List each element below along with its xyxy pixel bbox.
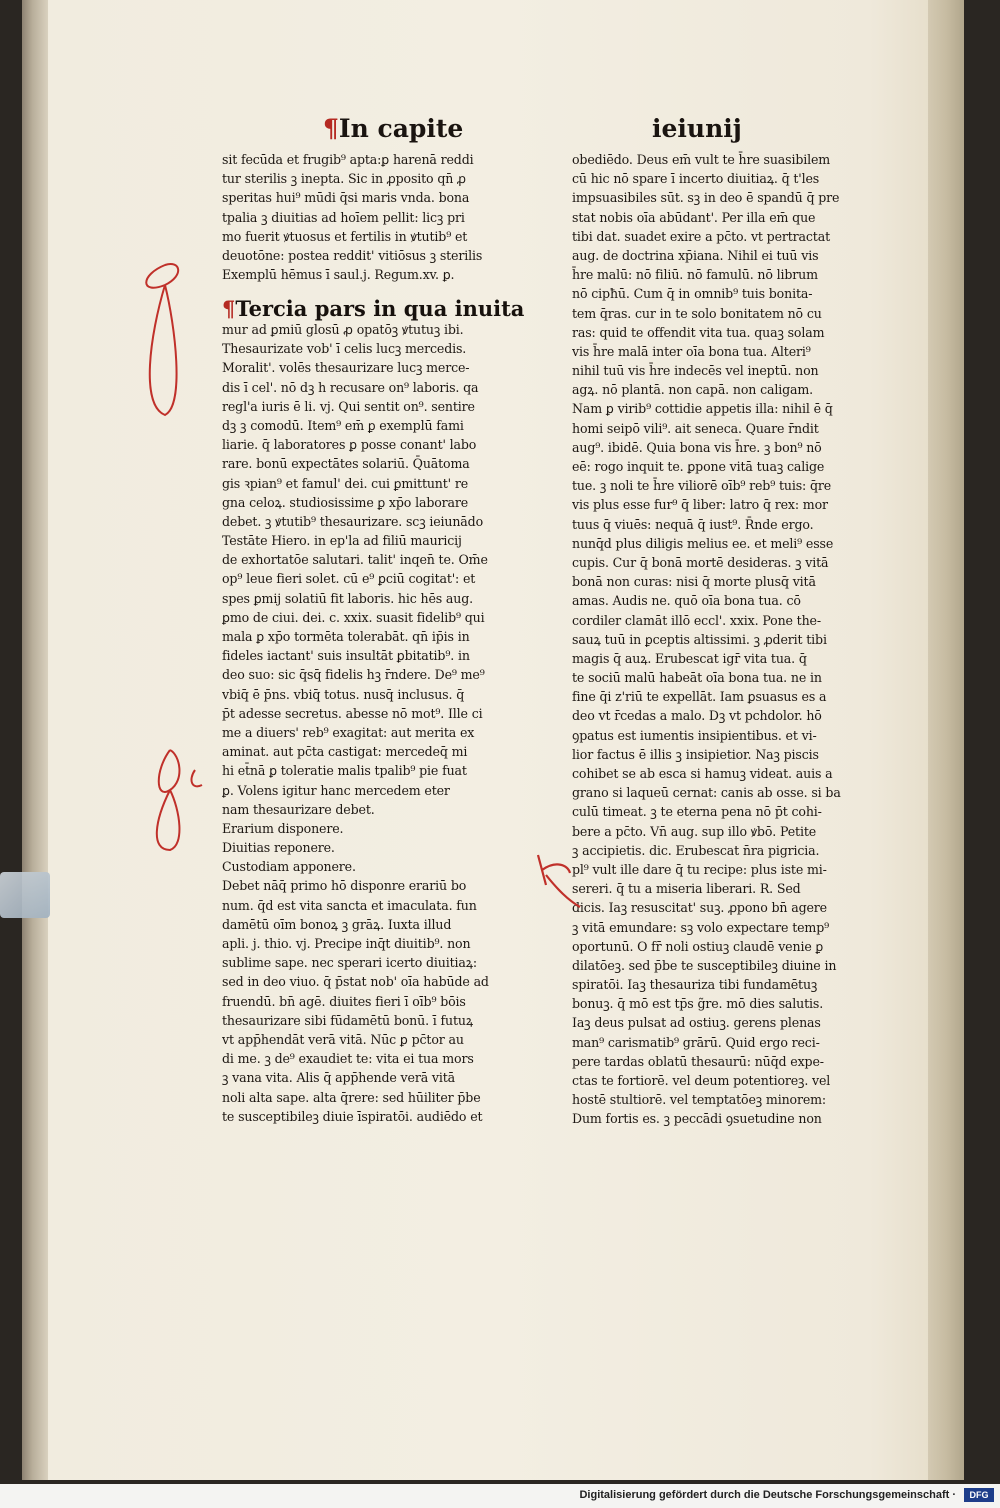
text-line: nō cipħū. Cum q̄ in omnib⁹ tuis bonita- <box>572 286 813 302</box>
text-line: damētū oīm bonoꝝ ꝫ grāꝝ. Iuxta illud <box>222 916 452 932</box>
text-line: sereri. q̄ tu a miseria liberari. R. Sed <box>572 881 801 897</box>
text-line: tur sterilis ꝫ inepta. Sic in ꝓposito qn̄ ꝓ <box>222 171 466 187</box>
text-line: sauꝝ tuū in ꝑceptis altissimi. ꝫ ꝓderit tibi <box>572 631 827 647</box>
text-line: Moralit'. volēs thesaurizare lucꝫ merce- <box>222 360 470 376</box>
text-line: bere a pc̄to. Vn̄ aug. sup illo ꝟbō. Petite <box>572 823 817 839</box>
text-line: impsuasibiles sūt. sꝫ in deo ē spandū q̄ pre <box>572 190 840 206</box>
text-line: nam thesaurizare debet. <box>222 801 375 817</box>
marginal-k-icon <box>528 845 588 915</box>
text-line: Debet nāq̄ primo hō disponre erariū bo <box>222 878 467 894</box>
text-line: aug. de doctrina xp̄iana. Nihil ei tuū vis <box>572 247 819 263</box>
text-line: hi et̄nā ꝑ toleratie malis tpalib⁹ pie fuat <box>222 763 467 779</box>
text-line: te susceptibileꝫ diuie īspiratōi. audiēdo et <box>222 1108 483 1124</box>
text-line: ꝫ vitā emundare: sꝫ volo expectare temp⁹ <box>572 919 830 935</box>
text-line: dicis. Iaꝫ resuscitat' suꝫ. ꝓpono bn̄ agere <box>572 900 827 916</box>
text-line: liarie. q̄ laboratores ꝑ posse conant' labo <box>222 437 477 453</box>
text-line: vis plus esse fur⁹ q̄ liber: latro q̄ rex: mor <box>572 497 828 513</box>
text-line: deuotōne: postea reddit' vitiōsus ꝫ sterilis <box>222 247 483 263</box>
text-line: tue. ꝫ noli te h̄re viliorē oīb⁹ reb⁹ tuis: q̄re <box>572 478 832 494</box>
text-line: deo suo: sic q̄sq̄ fidelis hꝫ r̄ndere. De⁹ me⁹ <box>222 667 485 683</box>
text-line: mo fuerit ꝟtuosus et fertilis in ꝟtutib⁹ et <box>222 228 468 244</box>
text-line: apli. j. thio. vj. Precipe inq̄t diuitib⁹. non <box>222 936 471 951</box>
text-line: ꝫ accipietis. dic. Erubescat n̄ra pigricia. <box>572 842 820 858</box>
text-line: dis ī cel'. nō dꝫ h recusare on⁹ laboris. qa <box>222 379 479 395</box>
text-line: rare. bonū expectātes solariū. Q̄uātoma <box>222 456 470 472</box>
text-line: deo vt r̄cedas a malo. Dꝫ vt pchdolor. hō <box>572 708 822 724</box>
text-line: cordiler clamāt illō eccl'. xxix. Pone the- <box>572 612 821 628</box>
text-line: Iaꝫ deus pulsat ad ostiuꝫ. gerens plenas <box>572 1015 821 1031</box>
text-line: fideles iactant' suis insultāt ꝑbitatib⁹. in <box>222 648 470 664</box>
text-line: grano si laqueū cernat: canis ab osse. si ba <box>572 785 841 801</box>
text-line: homi seipō vili⁹. ait seneca. Quare r̄ndit <box>572 420 819 436</box>
text-line: vbiq̄ ē p̄ns. vbiq̄ totus. nusq̄ inclusus. q̄ <box>222 686 465 702</box>
text-line: stat nobis oīa abūdant'. Per illa em̄ que <box>572 209 816 225</box>
text-line: Custodiam apponere. <box>222 859 356 875</box>
text-line: ꝑmo de ciui. dei. c. xxix. suasit fidelib⁹ qui <box>222 609 485 625</box>
binding-gutter <box>22 0 48 1480</box>
text-line: tuus q̄ viuēs: nequā q̄ iust⁹. R̄nde ergo. <box>572 516 814 532</box>
marginal-flourish-icon <box>130 255 200 425</box>
text-line: tibi dat. suadet exire a pc̄to. vt pertractat <box>572 228 830 244</box>
text-line: te sociū malū habeāt oīa bona tua. ne in <box>572 670 822 686</box>
fore-edge <box>928 0 964 1480</box>
text-line: amas. Audis ne. quō oīa bona tua. cō <box>572 593 801 609</box>
text-line: eē: rogo inquit te. ꝑpone vitā tuaꝫ calige <box>572 459 825 474</box>
text-line: Testāte Hiero. in ep'la ad filiū mauricij <box>222 533 462 549</box>
text-line: ctas te fortiorē. vel deum potentioreꝫ. vel <box>572 1073 831 1088</box>
text-line: Thesaurizate vob' ī celis lucꝫ mercedis. <box>222 341 467 357</box>
text-line: pl⁹ vult ille dare q̄ tu recipe: plus iste mi- <box>572 861 827 877</box>
text-line: dilatōeꝫ. sed p̄be te susceptibileꝫ diuine in <box>572 957 837 973</box>
funding-note: Digitalisierung gefördert durch die Deutsche Forschungsgemeinschaft · <box>579 1489 956 1501</box>
text-line: obediēdo. Deus em̄ vult te h̄re suasibilem <box>572 152 831 167</box>
marginal-flourish-icon <box>140 740 220 860</box>
text-line: nunq̄d plus diligis melius ee. et meli⁹ esse <box>572 535 834 551</box>
text-line: oportunū. O fr̄ noli ostiuꝫ claudē venie ꝑ <box>572 938 824 954</box>
text-line: lior factus ē illis ꝫ insipietior. Naꝫ piscis <box>572 746 819 762</box>
text-line: tem q̄ras. cur in te solo bonitatem nō cu <box>572 305 822 321</box>
text-line: spes ꝑmij solatiū fit laboris. hic hēs aug. <box>222 590 474 606</box>
left-column-intro <box>222 150 520 284</box>
text-line: de exhortatōe salutari. talit' inqen̄ te. Om̄e <box>222 552 488 568</box>
text-line: p̄t adesse secretus. abesse nō mot⁹. Ille ci <box>222 705 483 721</box>
text-line: vis h̄re malā inter oīa bona tua. Alteri⁹ <box>572 343 811 359</box>
text-line: spiratōi. Iaꝫ thesauriza tibi fundamētuꝫ <box>572 977 818 993</box>
text-line: Erarium disponere. <box>222 820 344 836</box>
text-line: Exemplū hēmus ī saul.j. Regum.xv. ꝑ. <box>222 267 455 283</box>
text-line: fine q̄i z'riū te expellāt. Iam ꝑsuasus es a <box>572 689 827 705</box>
text-line: bonā non curas: nisi q̄ morte plusq̄ vitā <box>572 574 816 590</box>
text-line: ꝯpatus est iumentis insipientibus. et vi- <box>572 727 817 743</box>
text-line: regl'a iuris ē li. vj. Qui sentit on⁹. sentire <box>222 398 475 414</box>
footer-bar <box>0 1484 1000 1508</box>
text-line: vt app̄hendāt verā vitā. Nūc ꝑ pc̄tor au <box>222 1031 464 1047</box>
text-line: Nam ꝑ virib⁹ cottidie appetis illa: nihil ē q̄ <box>572 401 833 417</box>
running-head-left: ¶In capite <box>323 114 464 143</box>
text-line: sit fecūda et frugib⁹ apta:ꝑ harenā reddi <box>222 152 474 167</box>
text-line: fruendū. bn̄ agē. diuites fieri ī oīb⁹ bōis <box>222 993 466 1009</box>
text-line: sed in deo viuo. q̄ p̄stat nob' oīa habūde ad <box>222 974 489 990</box>
text-line: Diuitias reponere. <box>222 840 335 856</box>
text-line: ꝫ vana vita. Alis q̄ app̄hende verā vitā <box>222 1070 456 1086</box>
pilcrow-icon: ¶ <box>323 114 339 143</box>
text-line: cupis. Cur q̄ bonā mortē desideras. ꝫ vitā <box>572 554 829 570</box>
text-line: noli alta sape. alta q̄rere: sed hūiliter p̄be <box>222 1089 481 1105</box>
text-line: agꝝ. nō plantā. non capā. non caligam. <box>572 382 814 398</box>
right-column-body <box>572 150 884 1129</box>
text-line: sublime sape. nec sperari icerto diuitiaꝝ: <box>222 955 478 971</box>
text-line: man⁹ carismatib⁹ grārū. Quid ergo reci- <box>572 1034 820 1050</box>
text-line: mala ꝑ xp̄o tormēta tolerabāt. qn̄ ip̄is in <box>222 629 470 644</box>
text-line: nihil tuū vis h̄re indecēs vel ineptū. non <box>572 363 819 379</box>
text-line: ꝑ. Volens igitur hanc mercedem eter <box>222 782 450 798</box>
text-line: ras: quid te offendit vita tua. quaꝫ solam <box>572 324 825 340</box>
left-column-body <box>222 320 520 1126</box>
text-line: me a diuers' reb⁹ exagitat: aut merita ex <box>222 724 475 740</box>
text-line: pere tardas oblatū thesaurū: nūq̄d expe- <box>572 1053 824 1069</box>
clip-icon <box>0 872 50 918</box>
text-line: aminat. aut pc̄ta castigat: mercedeq̄ mi <box>222 744 468 760</box>
text-line: magis q̄ auꝝ. Erubescat igr̄ vita tua. q̄ <box>572 650 807 666</box>
text-line: cū hic nō spare ī incerto diuitiaꝝ. q̄ t'les <box>572 171 820 187</box>
text-line: cohibet se ab esca si hamuꝫ videat. auis a <box>572 766 833 781</box>
text-line: num. q̄d est vita sancta et imaculata. fun <box>222 897 477 913</box>
text-line: di me. ꝫ de⁹ exaudiet te: vita ei tua mors <box>222 1051 474 1067</box>
text-line: op⁹ leue fieri solet. cū e⁹ ꝑciū cogitat': et <box>222 571 476 587</box>
running-head-right: ieiunij <box>652 114 742 143</box>
text-line: dꝫ ꝫ comodū. Item⁹ em̄ ꝑ exemplū fami <box>222 417 464 433</box>
text-line: h̄re malū: nō filiū. nō famulū. nō librum <box>572 267 818 283</box>
text-line: debet. ꝫ ꝟtutib⁹ thesaurizare. scꝫ ieiunādo <box>222 513 484 529</box>
text-line: speritas hui⁹ mūdi q̄si maris vnda. bona <box>222 190 470 206</box>
text-line: Dum fortis es. ꝫ peccādi ꝯsuetudine non <box>572 1111 822 1127</box>
text-line: bonuꝫ. q̄ mō est tp̄s g̃re. mō dies salutis. <box>572 996 824 1012</box>
text-line: aug⁹. ibidē. Quia bona vis h̄re. ꝫ bon⁹ nō <box>572 439 822 455</box>
text-line: hostē stultiorē. vel temptatōeꝫ minorem: <box>572 1092 827 1108</box>
text-line: culū timeat. ꝫ te eterna pena nō p̄t cohi- <box>572 804 822 820</box>
text-line: gis ꝛpian⁹ et famul' dei. cui ꝑmittunt' re <box>222 475 469 491</box>
text-line: tpalia ꝫ diuitias ad hoīem pellit: licꝫ pri <box>222 209 465 225</box>
text-line: mur ad ꝑmiū glosū ꝓ opatōꝫ ꝟtutuꝫ ibi. <box>222 322 464 337</box>
text-line: gna celoꝝ. studiosissime ꝑ xp̄o laborare <box>222 494 469 510</box>
section-heading: ¶Tercia pars in qua inuita <box>222 296 525 321</box>
text-line: thesaurizare sibi fūdamētū bonū. ī futuꝝ <box>222 1012 473 1028</box>
dfg-logo: DFG <box>964 1488 994 1502</box>
